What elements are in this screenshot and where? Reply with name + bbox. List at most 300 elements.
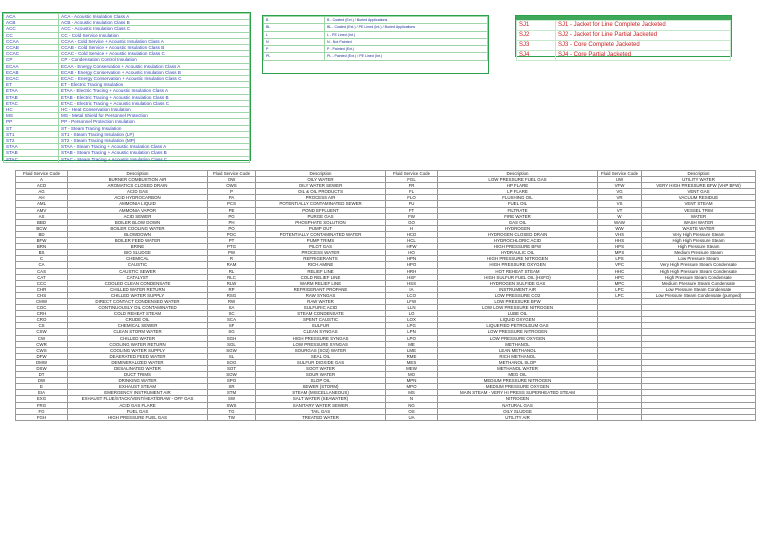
code-cell: FGL — [386, 177, 438, 183]
code-cell: SF — [208, 323, 256, 329]
code-cell: SGL — [208, 341, 256, 347]
description-cell: DESALINATED WATER — [68, 366, 208, 372]
description-cell: HIGH PRESSURE BFW — [438, 244, 598, 250]
description-cell: CHEMICAL SEWER — [68, 323, 208, 329]
code-cell: FW — [386, 213, 438, 219]
code-cell: ST — [4, 125, 59, 131]
description-cell: SULFUR DIOXIDE GAS — [256, 359, 386, 365]
code-cell: GO — [386, 219, 438, 225]
code-cell: LPN — [386, 329, 438, 335]
description-cell: ST2 - Steam Tracing Insulation (MP) — [59, 138, 250, 144]
code-cell: P — [264, 46, 325, 53]
description-cell: OILY WATER — [256, 177, 386, 183]
code-cell: CHR — [16, 286, 68, 292]
code-cell: CRO — [16, 317, 68, 323]
code-cell: RLC — [208, 274, 256, 280]
code-cell: DW — [16, 378, 68, 384]
code-cell: MES — [386, 359, 438, 365]
description-cell: BRINE — [68, 244, 208, 250]
code-cell: FGH — [16, 414, 68, 420]
code-cell: COC — [16, 305, 68, 311]
code-cell: MPN — [386, 378, 438, 384]
description-cell: RICH AMINE — [256, 262, 386, 268]
pipe-material-row — [264, 53, 488, 60]
code-header: Fluid Service Code — [598, 171, 642, 177]
code-cell: HFW — [386, 244, 438, 250]
code-cell: ACA — [4, 14, 59, 20]
code-cell: UW — [598, 177, 642, 183]
code-cell: CCAB — [4, 45, 59, 51]
description-cell: DEMINERALIZED WATER — [68, 359, 208, 365]
description-cell: HYDROGEN CLOSED DRAIN — [438, 231, 598, 237]
code-cell: OWS — [208, 183, 256, 189]
description-cell: DIRECT CONTACT CONDENSED WATER — [68, 298, 208, 304]
code-cell: CSW — [16, 329, 68, 335]
description-cell: EMERGENCY INSTRUMENT AIR — [68, 390, 208, 396]
description-cell: EXHAUST FLUE/STACK/VENT/HEAT/DRAW - OFF GAS — [68, 396, 208, 402]
description-header: Description — [68, 171, 208, 177]
code-cell: CCAA — [4, 38, 59, 44]
code-cell: VG — [598, 189, 642, 195]
description-cell: CC - Cold Service Insulation — [59, 32, 250, 38]
description-cell: MAIN STEAM - VERY HI PRESS SUPERHEATED STEAM — [438, 390, 598, 396]
description-cell: GAS OIL — [438, 219, 598, 225]
description-cell: SLOP OIL — [256, 378, 386, 384]
code-cell: AMV — [16, 207, 68, 213]
description-cell: FIRE WATER — [438, 213, 598, 219]
description-cell: LOW LOW PRESSURE NITROGEN — [438, 305, 598, 311]
code-cell: CHS — [16, 292, 68, 298]
code-cell: LCO — [386, 292, 438, 298]
code-cell: MEW — [386, 366, 438, 372]
description-cell: ECAA - Energy Conservation + Acoustic Insulation Class A — [59, 63, 250, 69]
description-cell: WATER — [642, 213, 756, 219]
description-cell: STAA - Steam Tracing + Acoustic Insulation Class A — [59, 144, 250, 150]
code-cell: SGW — [208, 347, 256, 353]
description-cell: PROCESS AIR — [256, 195, 386, 201]
description-cell: HYDROGEN — [438, 225, 598, 231]
code-cell: LPO — [386, 335, 438, 341]
description-cell: PILOT GAS — [256, 244, 386, 250]
description-cell: AROMATICS CLOSED DRAIN — [68, 183, 208, 189]
code-cell: HPC — [598, 274, 642, 280]
description-cell: RELIEF LINE — [256, 268, 386, 274]
description-cell: N - Not Painted — [325, 38, 488, 45]
code-cell: STAC — [4, 156, 59, 162]
description-cell: BOILER COOLING WATER — [68, 225, 208, 231]
description-cell: ETAC - Electric Tracing + Acoustic Insulation Class C — [59, 100, 250, 106]
description-cell: SEWER (STORM) — [256, 384, 386, 390]
description-cell: CHILLED WATER — [68, 335, 208, 341]
description-cell: POND EFFLUENT — [256, 207, 386, 213]
code-cell: AS — [16, 213, 68, 219]
code-cell: P — [208, 189, 256, 195]
code-cell: CMW — [16, 298, 68, 304]
code-cell: VR — [598, 195, 642, 201]
description-cell: High High Pressure Steam Condensate — [642, 268, 756, 274]
code-cell: CA — [16, 262, 68, 268]
description-cell: ACA - Acoustic Insulation Class A — [59, 14, 250, 20]
code-cell: FRG — [16, 402, 68, 408]
description-cell: CLEAN SYNGAS — [256, 329, 386, 335]
code-cell: PG — [208, 213, 256, 219]
code-cell: EIA — [16, 390, 68, 396]
code-cell: RW — [208, 298, 256, 304]
description-cell: REFRIGERANTS — [256, 256, 386, 262]
description-cell: CP - Condensation Control Insulation — [59, 57, 250, 63]
code-cell: PW — [208, 250, 256, 256]
code-cell: SL — [208, 353, 256, 359]
description-cell: LOW PRESSURE OXYGEN — [438, 335, 598, 341]
description-cell: AMMONIA LIQUID — [68, 201, 208, 207]
code-cell: AG — [16, 189, 68, 195]
jacket-code-table — [515, 15, 732, 57]
code-cell: ET — [4, 82, 59, 88]
code-cell: CWR — [16, 341, 68, 347]
description-cell: CCAC - Cold Service + Acoustic Insulation Class C — [59, 51, 250, 57]
code-cell: A — [16, 177, 68, 183]
code-cell: LPS — [598, 256, 642, 262]
code-cell: RLW — [208, 280, 256, 286]
description-cell: LP FLARE — [438, 189, 598, 195]
description-cell: Medium Pressure Steam Condensate — [642, 280, 756, 286]
code-header: Fluid Service Code — [386, 171, 438, 177]
description-cell: HIGH SULFUR FUEL OIL (HSFO) — [438, 274, 598, 280]
code-cell: EXG — [16, 396, 68, 402]
description-cell: CATALYST — [68, 274, 208, 280]
description-cell: Low Pressure Steam — [642, 256, 756, 262]
description-cell: SOUR WATER — [256, 372, 386, 378]
code-cell: CW — [16, 335, 68, 341]
description-cell: WASH WATER — [642, 219, 756, 225]
code-cell: FR — [386, 183, 438, 189]
description-cell: CHILLED WATER SUPPLY — [68, 292, 208, 298]
code-cell: AML — [16, 201, 68, 207]
description-cell: PHOSPHATE SOLUTION — [256, 219, 386, 225]
code-cell: LPC — [598, 292, 642, 298]
description-cell: SULFUR — [256, 323, 386, 329]
description-cell: BL - Coated (Ext.) / PE Lined (Int.) / Buried Applications — [325, 24, 488, 31]
code-cell: HHS — [598, 238, 642, 244]
code-cell: MS — [4, 113, 59, 119]
description-cell: MEDIUM PRESSURE OXYGEN — [438, 384, 598, 390]
code-cell: FU — [386, 201, 438, 207]
description-cell: COOLING WATER RETURN — [68, 341, 208, 347]
description-cell: SJ2 - Jacket for Line Partial Jacketed — [556, 31, 731, 41]
code-cell: W — [598, 213, 642, 219]
code-cell: BS — [16, 250, 68, 256]
description-cell: PUMP OUT — [256, 225, 386, 231]
description-cell: SPENT CAUSTIC — [256, 317, 386, 323]
description-cell: NATURAL GAS — [438, 402, 598, 408]
description-cell: BOILER FEED WATER — [68, 238, 208, 244]
code-cell: NG — [386, 402, 438, 408]
description-cell: PP - Personnel Protection Insulation — [59, 119, 250, 125]
description-cell: POTENTIALLY CONTAMINATED SEWER — [256, 201, 386, 207]
description-cell: HYDROCHLORIC ACID — [438, 238, 598, 244]
description-cell: VENT GAS — [642, 189, 756, 195]
code-cell: LO — [386, 311, 438, 317]
code-cell: HHC — [598, 268, 642, 274]
code-cell: BBD — [16, 219, 68, 225]
pipe-material-table — [262, 15, 489, 74]
code-cell: ETAA — [4, 88, 59, 94]
code-cell: LFW — [386, 298, 438, 304]
pipe-material-row — [264, 17, 488, 24]
code-cell: ST2 — [4, 138, 59, 144]
code-cell: HCL — [386, 238, 438, 244]
description-cell: RAW WATER — [256, 298, 386, 304]
insulation-code-table — [2, 12, 251, 161]
code-cell: IA — [386, 286, 438, 292]
code-cell: FL — [386, 189, 438, 195]
jacket-row — [517, 21, 731, 31]
description-cell: LOW PRESSURE CO2 — [438, 292, 598, 298]
code-cell: BFW — [16, 238, 68, 244]
description-cell: CHILLED WATER RETURN — [68, 286, 208, 292]
code-cell: SCA — [208, 317, 256, 323]
code-cell: SG — [208, 329, 256, 335]
code-cell: CCAC — [4, 51, 59, 57]
description-cell: LIQUID OXYGEN — [438, 317, 598, 323]
code-cell: MS — [386, 390, 438, 396]
description-cell: TAIL GAS — [256, 408, 386, 414]
code-cell: SOT — [208, 366, 256, 372]
table-row — [16, 414, 756, 420]
code-cell: DFW — [16, 353, 68, 359]
description-cell: CHEMICAL — [68, 256, 208, 262]
description-cell: HIGH PRESSURE FUEL GAS — [68, 414, 208, 420]
code-cell: MPO — [386, 384, 438, 390]
code-cell: PO — [208, 225, 256, 231]
description-cell: VESSEL TRIM — [642, 207, 756, 213]
description-cell: OILY WATER SEWER — [256, 183, 386, 189]
description-cell: PROCESS WATER — [256, 250, 386, 256]
description-cell: CAUSTIC — [68, 262, 208, 268]
description-cell: ACC - Acoustic Insulation Class C — [59, 26, 250, 32]
description-cell: CAUSTIC SEWER — [68, 268, 208, 274]
description-cell: CONTINUOUSLY OIL CONTAMINATED — [68, 305, 208, 311]
description-cell: CLEAN STORM WATER — [68, 329, 208, 335]
code-cell: PE — [208, 207, 256, 213]
description-cell: ST - Steam Tracing Insulation — [59, 125, 250, 131]
description-cell: Low Pressure Steam Condensate — [642, 286, 756, 292]
description-cell: FUEL GAS — [68, 408, 208, 414]
description-cell: INSTRUMENT AIR — [438, 286, 598, 292]
description-cell: OILY SLUDGE — [438, 408, 598, 414]
description-cell: CRUDE OIL — [68, 317, 208, 323]
code-cell: N — [264, 38, 325, 45]
code-cell: PT — [208, 238, 256, 244]
code-cell: BRN — [16, 244, 68, 250]
code-cell — [598, 414, 642, 420]
description-cell: Very High Pressure Steam Condensate — [642, 262, 756, 268]
code-cell: ECAC — [4, 76, 59, 82]
code-cell: SJ1 — [517, 21, 556, 31]
code-cell: PCS — [208, 201, 256, 207]
code-cell: VFW — [598, 183, 642, 189]
description-header: Description — [438, 171, 598, 177]
code-cell: BL — [264, 24, 325, 31]
code-cell: OS — [386, 408, 438, 414]
code-cell: STM — [208, 390, 256, 396]
description-cell: REFRIGERANT PROPANE — [256, 286, 386, 292]
code-cell: SR — [208, 384, 256, 390]
jacket-row — [517, 51, 731, 61]
description-cell: CCAA - Cold Service + Acoustic Insulation Class A — [59, 38, 250, 44]
description-cell: STAC - Steam Tracing + Acoustic Insulation Class C — [59, 156, 250, 162]
description-cell: RICH METHANOL — [438, 353, 598, 359]
code-cell: RME — [386, 353, 438, 359]
description-cell: ST1 - Steam Tracing Insulation (LP) — [59, 131, 250, 137]
description-cell: FUEL OIL — [438, 201, 598, 207]
code-cell: RL — [208, 268, 256, 274]
code-cell: SJ2 — [517, 31, 556, 41]
code-cell: PH — [208, 219, 256, 225]
code-cell: HSS — [386, 280, 438, 286]
code-cell: STAB — [4, 150, 59, 156]
code-cell: L — [264, 31, 325, 38]
description-cell: STAB - Steam Tracing + Acoustic Insulation Class B — [59, 150, 250, 156]
description-cell: HYDRAULIC OIL — [438, 250, 598, 256]
description-cell: RAW SYNGAS — [256, 292, 386, 298]
description-cell: MEG OIL — [438, 372, 598, 378]
code-cell: C — [16, 256, 68, 262]
description-cell: DUCT TRIMS — [68, 372, 208, 378]
code-cell: CAT — [16, 274, 68, 280]
description-cell: METHANOL SLOP — [438, 359, 598, 365]
code-cell: ECAA — [4, 63, 59, 69]
description-cell: AMMONIA VAPOR — [68, 207, 208, 213]
description-cell: SOOT WATER — [256, 366, 386, 372]
code-cell: SGH — [208, 335, 256, 341]
code-cell: DT — [16, 372, 68, 378]
code-cell: UA — [386, 414, 438, 420]
description-cell: P - Painted (Ext.) — [325, 46, 488, 53]
description-cell: SANITARY WATER SEWER — [256, 402, 386, 408]
description-cell: HIGH PRESSURE NITROGEN — [438, 256, 598, 262]
description-cell: LOW PRESSURE NITROGEN — [438, 329, 598, 335]
description-cell: ACID HYDROCARBON — [68, 195, 208, 201]
description-cell: PUMP TRIMS — [256, 238, 386, 244]
description-cell: LOW PRESSURE BFW — [438, 298, 598, 304]
code-cell: CWS — [16, 347, 68, 353]
description-cell: High High Pressure Steam — [642, 238, 756, 244]
code-cell: CRH — [16, 311, 68, 317]
code-cell: ST1 — [4, 131, 59, 137]
code-cell: PL — [264, 53, 325, 60]
description-cell: TREATED WATER — [256, 414, 386, 420]
description-cell: UTILITY AIR — [438, 414, 598, 420]
description-cell: STEAM (MISCELLANEOUS) — [256, 390, 386, 396]
description-cell: DRINKING WATER — [68, 378, 208, 384]
code-cell: H — [386, 225, 438, 231]
code-cell: SOG — [208, 359, 256, 365]
code-cell: ECAB — [4, 69, 59, 75]
code-cell: HPS — [598, 244, 642, 250]
description-cell: HYDROGEN SULFIDE GAS — [438, 280, 598, 286]
pipe-material-row — [264, 46, 488, 53]
description-cell: LEAN METHANOL — [438, 347, 598, 353]
description-cell: POTENTIALLY CONTAMINATED WATER — [256, 231, 386, 237]
description-cell: BOILER BLOW DOWN — [68, 219, 208, 225]
code-cell: HO — [386, 250, 438, 256]
code-cell: AH — [16, 195, 68, 201]
code-cell: CAS — [16, 268, 68, 274]
code-cell: VT — [598, 207, 642, 213]
description-cell: COLD REHEAT STEAM — [68, 311, 208, 317]
description-cell: VERY HIGH PRESSURE BFW (VHP BFW) — [642, 183, 756, 189]
description-cell: VACUUM RESIDUE — [642, 195, 756, 201]
description-cell: COLD RELIEF LINE — [256, 274, 386, 280]
code-cell: ETAC — [4, 100, 59, 106]
description-cell: High Pressure Steam Condensate — [642, 274, 756, 280]
code-cell: SPO — [208, 378, 256, 384]
code-cell: SA — [208, 305, 256, 311]
code-cell: LPG — [386, 323, 438, 329]
code-cell: FT — [386, 207, 438, 213]
code-header: Fluid Service Code — [208, 171, 256, 177]
description-cell: DEAERATED FEED WATER — [68, 353, 208, 359]
description-cell: SJ4 - Core Partial Jacketed — [556, 51, 731, 61]
code-cell: E — [16, 384, 68, 390]
description-cell: BURNER COMBUSTION AIR — [68, 177, 208, 183]
code-cell: WAW — [598, 219, 642, 225]
description-cell: EXHAUST STEAM — [68, 384, 208, 390]
description-cell: ACID GAS FLARE — [68, 402, 208, 408]
description-cell: ACID SEWER — [68, 213, 208, 219]
description-cell: MEDIUM PRESSURE NITROGEN — [438, 378, 598, 384]
description-cell: PURGE GAS — [256, 213, 386, 219]
description-cell: SEAL OIL — [256, 353, 386, 359]
code-cell: SJ3 — [517, 41, 556, 51]
description-cell: FLUSHING OIL — [438, 195, 598, 201]
code-header: Fluid Service Code — [16, 171, 68, 177]
description-cell: ET - Electric Tracing Insulation — [59, 82, 250, 88]
code-cell: SOW — [208, 372, 256, 378]
code-cell: HCD — [386, 231, 438, 237]
code-cell: WW — [598, 225, 642, 231]
description-cell: WARM RELIEF LINE — [256, 280, 386, 286]
description-cell: LOW PRESSURE SYNGAS — [256, 341, 386, 347]
description-cell: MS - Metal Shield for Personnel Protection — [59, 113, 250, 119]
description-cell: HP FLARE — [438, 183, 598, 189]
code-cell: B — [264, 17, 325, 24]
code-cell: OW — [208, 177, 256, 183]
code-cell: FG — [16, 408, 68, 414]
pipe-table — [263, 16, 488, 61]
code-cell: HPO — [386, 262, 438, 268]
description-cell: ETAB - Electric Tracing + Acoustic Insulation Class B — [59, 94, 250, 100]
description-cell: UTILITY WATER — [642, 177, 756, 183]
code-cell: PTG — [208, 244, 256, 250]
code-cell: ME — [386, 341, 438, 347]
description-cell: ECAC - Energy Conservation + Acoustic Insulation Class C — [59, 76, 250, 82]
description-cell: ACID GAS — [68, 189, 208, 195]
description-cell: ACB - Acoustic Insulation Class B — [59, 20, 250, 26]
description-cell: COOLING WATER SUPPLY — [68, 347, 208, 353]
code-cell: TG — [208, 408, 256, 414]
code-cell: SWS — [208, 402, 256, 408]
insulation-row — [4, 156, 250, 162]
code-cell: MO — [386, 372, 438, 378]
code-cell: LPC — [598, 286, 642, 292]
description-cell: STEAM CONDENSATE — [256, 311, 386, 317]
code-cell: ACD — [16, 183, 68, 189]
insulation-table — [3, 13, 250, 163]
code-cell: DMW — [16, 359, 68, 365]
code-cell: RSG — [208, 292, 256, 298]
